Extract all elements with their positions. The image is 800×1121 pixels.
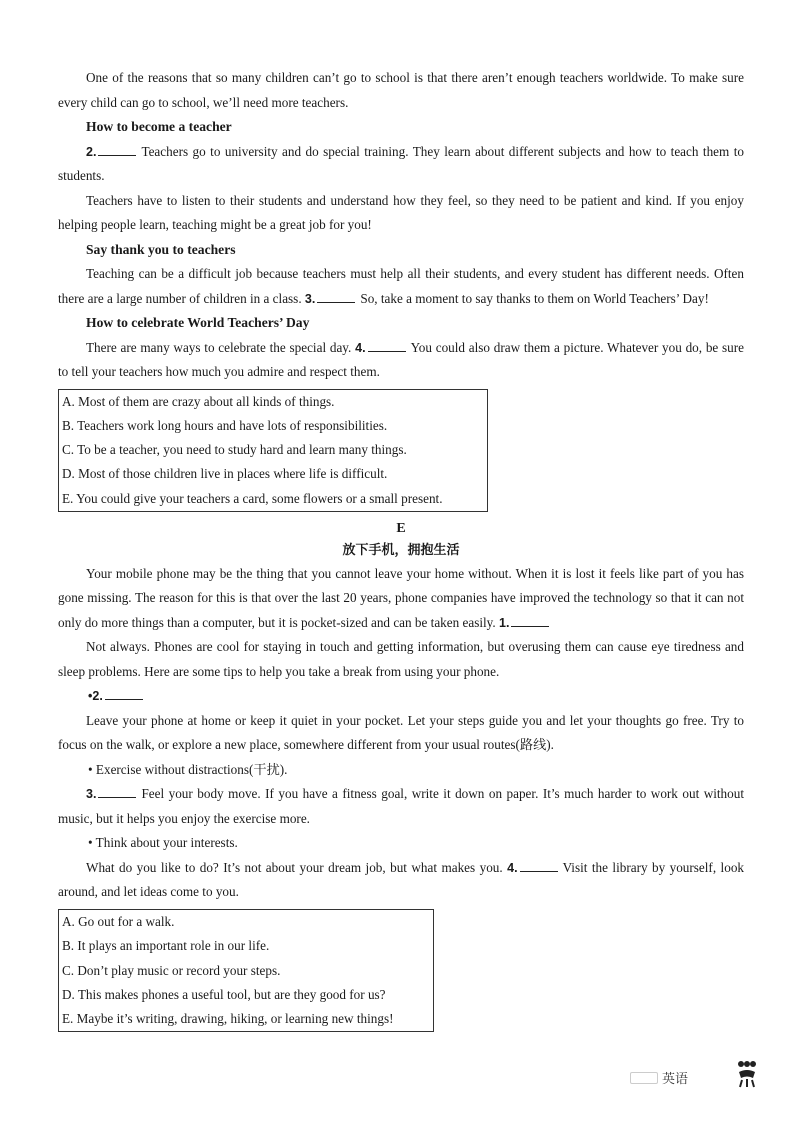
question-number-e4: 4. [507,860,518,875]
footer-subject: 英语 [662,1072,689,1087]
paragraph-e5-after: Visit the library by yourself, look around, and let ideas come to you. [58,859,745,900]
answer-blank-4[interactable] [368,339,406,352]
footer-tag [630,1072,658,1084]
heading-become-teacher: How to become a teacher [86,119,232,134]
options-box-d [58,389,488,512]
paragraph-q3-after: So, take a moment to say thanks to them on World Teachers’ Day! [360,290,709,306]
option-d-b: B. Teachers work long hours and have lots of responsibilities. [62,417,388,433]
paragraph-e2: Not always. Phones are cool for staying in touch and getting information, but overusing them can cause eye tiredness and sleep problems. Here are some tips to help you take a break from using your phone. [58,639,744,679]
bullet-exercise: • Exercise without distractions(干扰). [88,761,288,777]
option-e-b: B. It plays an important role in our life. [62,938,270,954]
section-title: 放下手机，拥抱生活 [342,542,460,558]
paragraph-e5-before: What do you like to do? It’s not about your dream job, but what makes you. [86,859,503,875]
paragraph-q4 [58,336,744,385]
answer-blank-e3[interactable] [98,785,136,798]
option-d-e: E. You could give your teachers a card, some flowers or a small present. [62,490,443,506]
option-e-e: E. Maybe it’s writing, drawing, hiking, or learning new things! [62,1011,394,1027]
answer-blank-2[interactable] [98,143,136,156]
answer-blank-e2[interactable] [105,687,143,700]
paragraph-e5 [58,856,744,905]
paragraph-e4 [58,782,744,831]
publisher-logo-icon [735,1058,759,1088]
paragraph-e1 [58,562,744,636]
question-number-4: 4. [355,340,366,355]
paragraph-q3-before: Teaching can be a difficult job because teachers must help all their students, and every student has different needs. Often there are a large number of children in a class. [58,266,744,306]
options-box-e [58,909,434,1032]
paragraph-e4-text: Feel your body move. If you have a fitness goal, write it down on paper. It’s much harder to work out without music, but it helps you enjoy the exercise more. [58,786,744,826]
question-number-e2: •2. [88,689,103,704]
paragraph-q4-before: There are many ways to celebrate the special day. [86,339,352,355]
section-letter: E [396,520,406,536]
option-e-c: C. Don’t play music or record your steps. [62,962,281,978]
option-d-a: A. Most of them are crazy about all kinds of things. [62,393,335,409]
heading-celebrate: How to celebrate World Teachers’ Day [86,315,310,330]
answer-blank-3[interactable] [317,290,355,303]
bullet-interests: • Think about your interests. [88,835,238,851]
paragraph-intro: One of the reasons that so many children can’t go to school is that there aren’t enough teachers worldwide. To make sure every child can go to school, we’ll need more teachers. [58,70,744,110]
question-number-e3: 3. [86,787,97,802]
answer-blank-e4[interactable] [520,859,558,872]
answer-blank-e1[interactable] [511,614,549,627]
option-e-d: D. This makes phones a useful tool, but are they good for us? [62,986,386,1002]
paragraph-e3: Leave your phone at home or keep it quiet in your pocket. Let your steps guide you and let your thoughts go free. Try to focus on the walk, or explore a new place, somewhere different from your usual routes(路线). [58,712,744,753]
option-d-d: D. Most of those children live in places where life is difficult. [62,466,388,482]
option-e-a: A. Go out for a walk. [62,913,175,929]
bullet-q2 [58,684,744,709]
paragraph-q2 [58,140,744,189]
paragraph-patient: Teachers have to listen to their students and understand how they feel, so they need to be patient and kind. If you enjoy helping people learn, teaching might be a great job for you! [58,192,744,232]
paragraph-q3 [58,262,744,311]
paragraph-e1-text: Your mobile phone may be the thing that you cannot leave your home without. When it is lost it feels like part of you has gone missing. The reason for this is that over the last 20 years, phone companies have improved the technology so that it can not only do more things than a computer, but it is pocket-sized and can be taken easily. [58,565,744,630]
heading-say-thank-you: Say thank you to teachers [86,241,236,257]
paragraph-q2-text: Teachers go to university and do special training. They learn about different subjects and how to teach them to students. [58,143,744,183]
paragraph-q4-after: You could also draw them a picture. Whatever you do, be sure to tell your teachers how much you admire and respect them. [58,339,745,379]
option-d-c: C. To be a teacher, you need to study hard and learn many things. [62,442,407,458]
worksheet-page [58,66,744,1038]
question-number-e1: 1. [499,615,510,630]
question-number-2: 2. [86,144,97,159]
question-number-3: 3. [304,291,316,306]
